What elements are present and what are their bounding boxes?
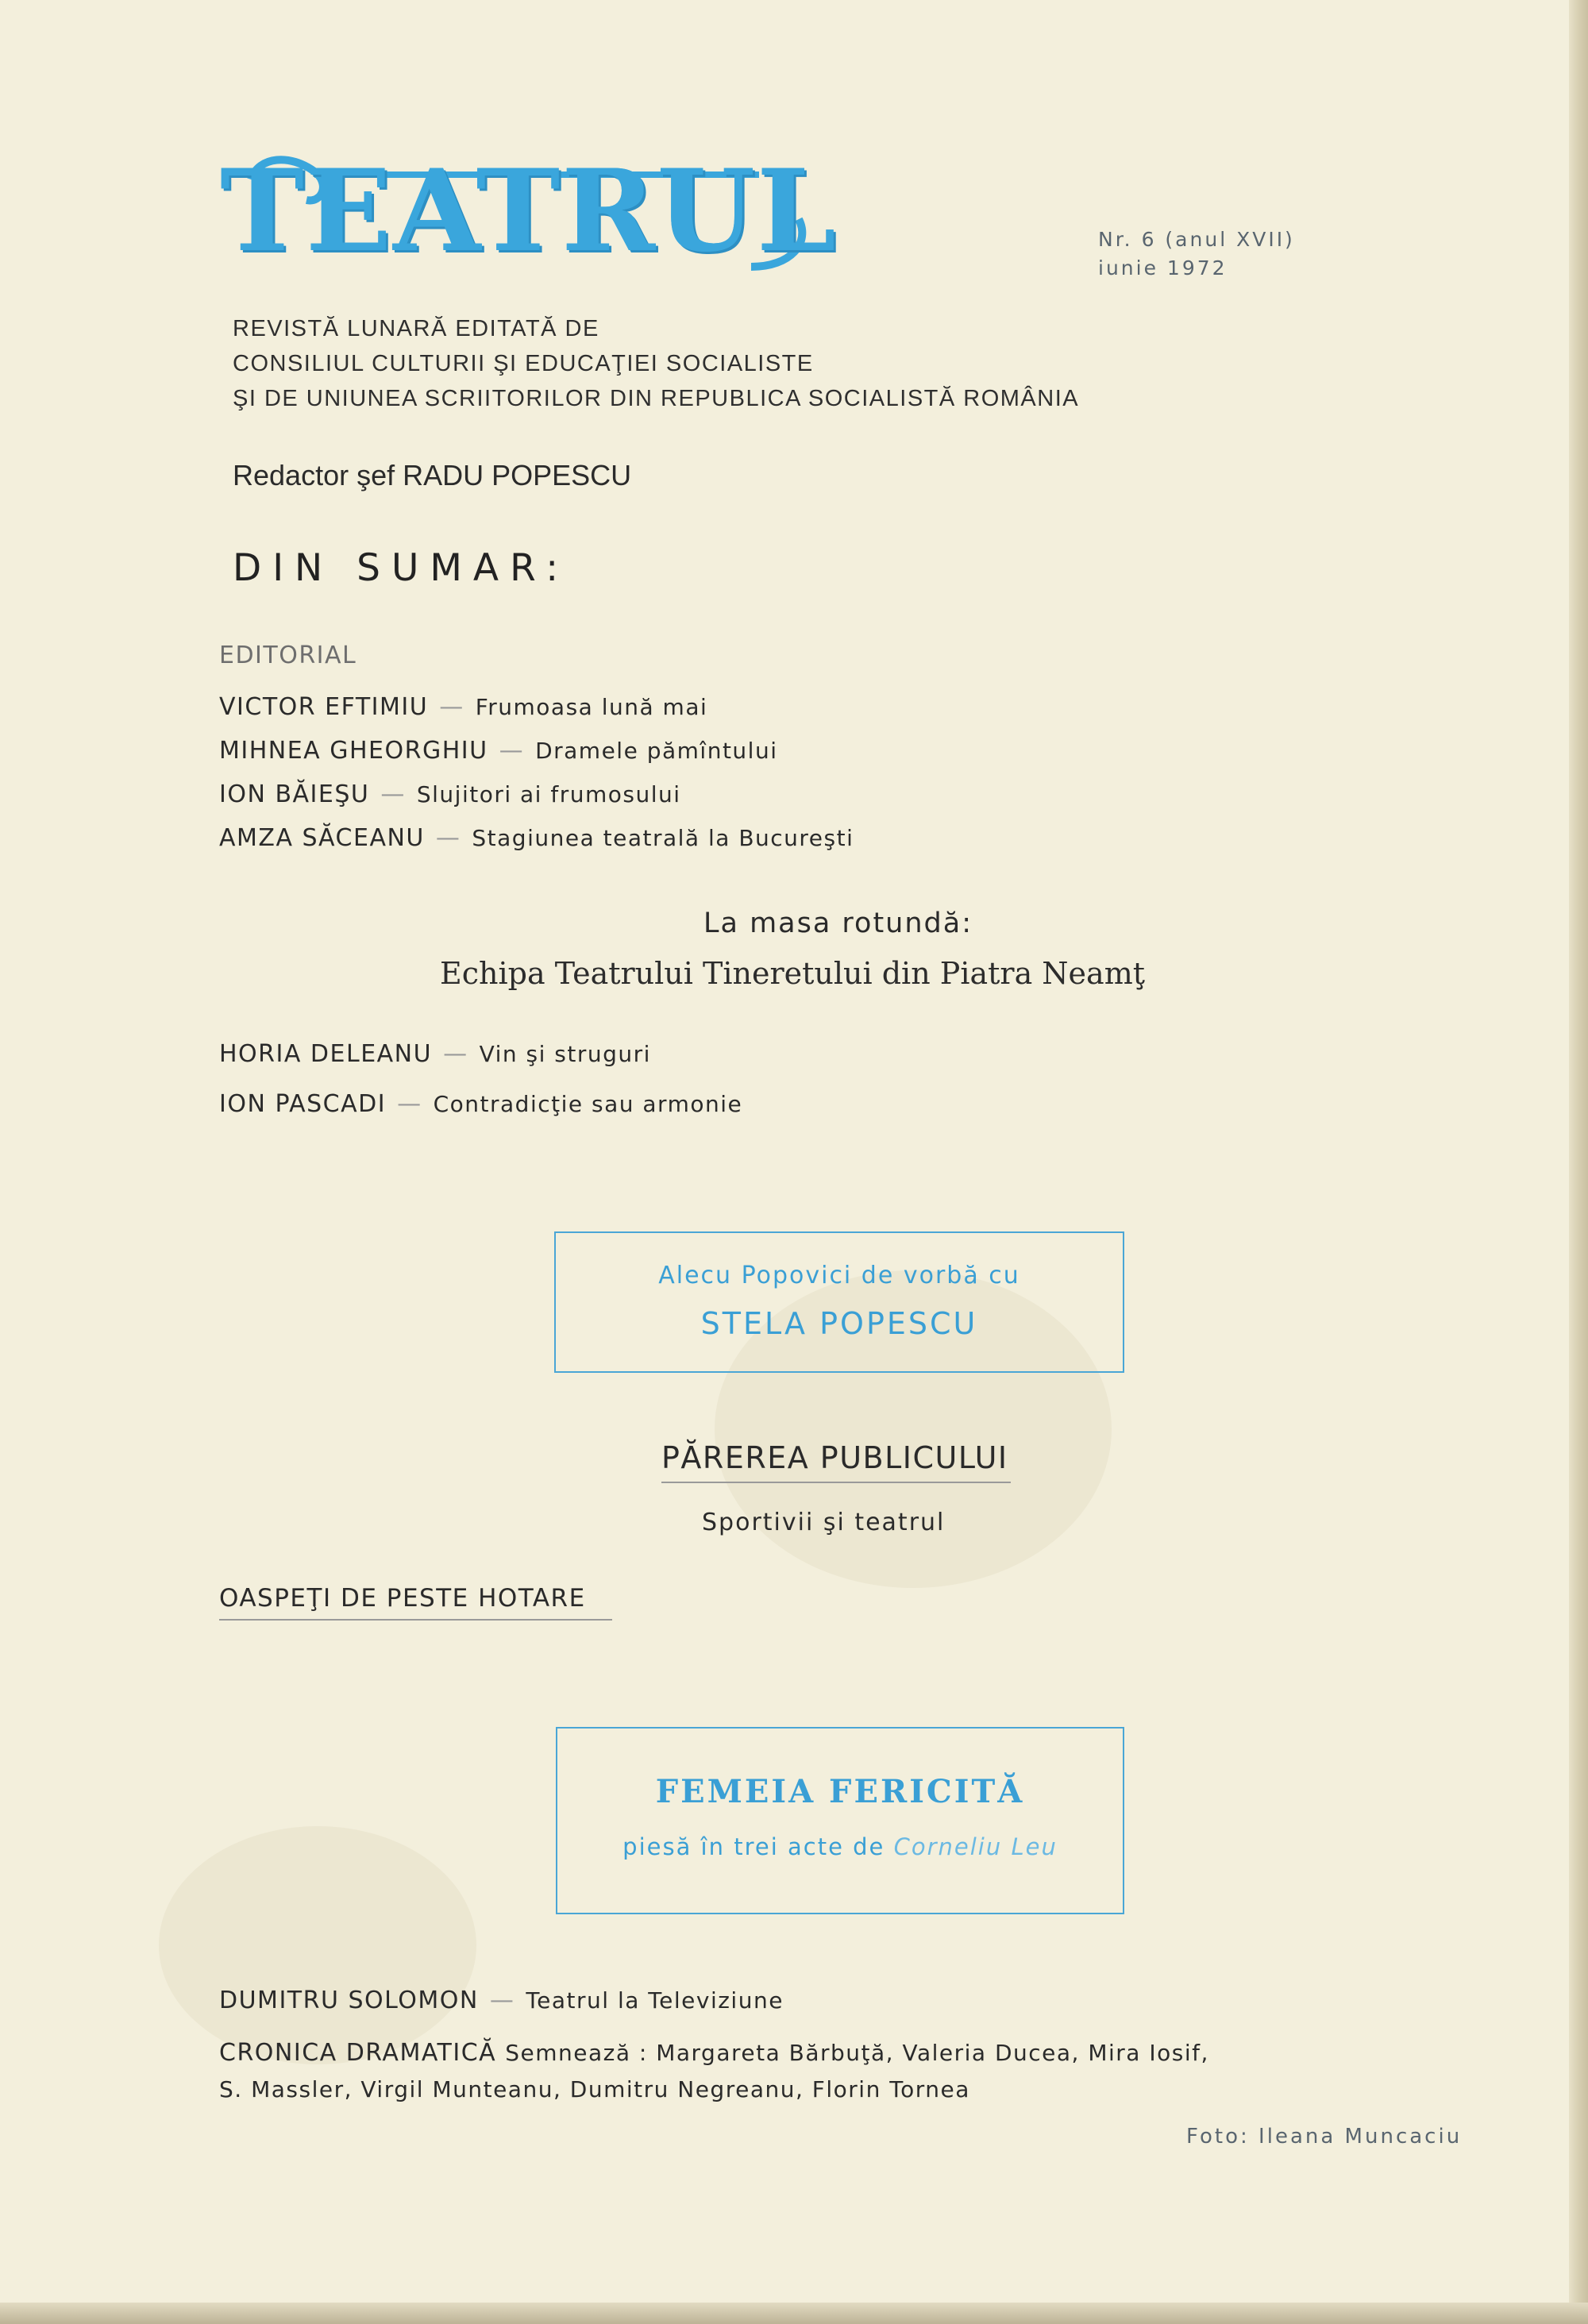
- item-author: VICTOR EFTIMIU: [219, 693, 429, 721]
- summary-item: [219, 693, 707, 721]
- item-dash: —: [380, 780, 406, 808]
- item-title: Stagiunea teatrală la Bucureşti: [472, 825, 854, 851]
- round-table-title: Echipa Teatrului Tineretului din Piatra Neamţ: [440, 956, 1146, 991]
- play-title: FEMEIA FERICITĂ: [655, 1773, 1025, 1810]
- chronicle-line-2: [219, 2075, 970, 2103]
- item-dash: —: [435, 824, 461, 852]
- issue-date: iunie 1972: [1098, 256, 1228, 279]
- play-subtitle: piesă în trei acte de: [622, 1833, 885, 1860]
- play-author: Corneliu Leu: [893, 1833, 1058, 1860]
- public-opinion-subtitle: Sportivii şi teatrul: [702, 1509, 946, 1536]
- item-author: MIHNEA GHEORGHIU: [219, 737, 488, 765]
- public-opinion-heading: PĂREREA PUBLICULUI: [661, 1440, 1011, 1483]
- interview-box: [554, 1231, 1124, 1373]
- item-author: AMZA SĂCEANU: [219, 824, 425, 852]
- section-editorial: EDITORIAL: [219, 642, 357, 669]
- item-dash: —: [499, 737, 525, 765]
- item-title: Slujitori ai frumosului: [416, 781, 681, 807]
- summary-item: [219, 737, 777, 765]
- chronicle-signers-2: S. Massler, Virgil Munteanu, Dumitru Negreanu, Florin Tornea: [219, 2076, 970, 2102]
- page-edge-right: [1569, 0, 1588, 2324]
- item-author: HORIA DELEANU: [219, 1040, 433, 1068]
- interview-line-1: Alecu Popovici de vorbă cu: [658, 1262, 1020, 1289]
- summary-item-tv: [219, 1987, 784, 2014]
- chronicle-line-1: [219, 2039, 1209, 2067]
- issue-number: Nr. 6 (anul XVII): [1098, 228, 1295, 251]
- editor-in-chief: Redactor şef RADU POPESCU: [233, 459, 632, 491]
- item-dash: —: [489, 1987, 515, 2014]
- summary-item: [219, 1090, 742, 1118]
- round-table-label: La masa rotundă:: [703, 908, 973, 939]
- item-title: Frumoasa lună mai: [475, 694, 708, 720]
- summary-item: [219, 780, 681, 808]
- item-author: ION PASCADI: [219, 1090, 387, 1118]
- item-title: Vin şi struguri: [479, 1041, 651, 1067]
- item-dash: —: [439, 693, 464, 721]
- publisher-line-3: ŞI DE UNIUNEA SCRIITORILOR DIN REPUBLICA SOCIALISTĂ ROMÂNIA: [233, 386, 1080, 411]
- item-title: Teatrul la Televiziune: [526, 1987, 784, 2014]
- teatrul-logo: [220, 145, 838, 277]
- item-author: DUMITRU SOLOMON: [219, 1987, 479, 2014]
- summary-heading: DIN SUMAR:: [233, 546, 570, 590]
- interview-line-2: STELA POPESCU: [700, 1306, 978, 1341]
- page-edge-bottom: [0, 2303, 1588, 2324]
- logo-text: TEATRUL: [220, 145, 838, 277]
- photo-credit: Foto: Ileana Muncaciu: [1186, 2125, 1463, 2149]
- item-dash: —: [443, 1040, 468, 1068]
- item-title: Contradicţie sau armonie: [433, 1091, 743, 1117]
- chronicle-label: CRONICA DRAMATICĂ: [219, 2039, 497, 2067]
- paper-stain: [159, 1826, 476, 2064]
- play-subtitle-line: [557, 1833, 1123, 1860]
- publisher-line-2: CONSILIUL CULTURII ŞI EDUCAŢIEI SOCIALISTE: [233, 351, 814, 376]
- publisher-line-1: REVISTĂ LUNARĂ EDITATĂ DE: [233, 316, 599, 341]
- item-author: ION BĂIEŞU: [219, 780, 370, 808]
- summary-item: [219, 1040, 651, 1068]
- play-box: [556, 1727, 1124, 1914]
- item-title: Dramele pămîntului: [535, 738, 778, 764]
- guests-heading: OASPEŢI DE PESTE HOTARE: [219, 1584, 612, 1621]
- item-dash: —: [397, 1090, 422, 1118]
- chronicle-signers-1: Semnează : Margareta Bărbuţă, Valeria Ducea, Mira Iosif,: [505, 2040, 1209, 2066]
- summary-item: [219, 824, 854, 852]
